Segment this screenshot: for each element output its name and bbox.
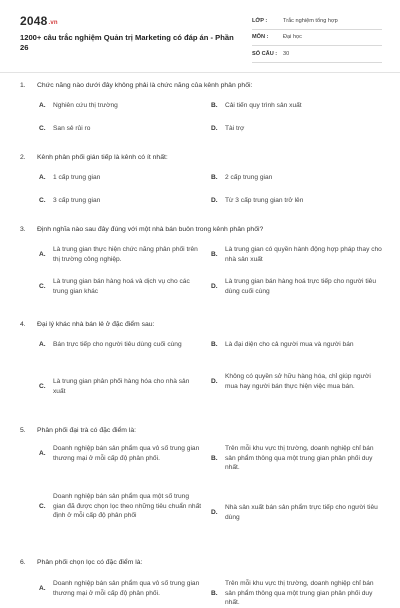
- option-a[interactable]: [39, 444, 203, 463]
- option-text: San sẻ rủi ro: [53, 125, 91, 132]
- question-stem: [20, 225, 382, 234]
- option-letter: A.: [39, 450, 46, 458]
- option-text: Là trung gian bán hàng hoá và dịch vụ cho các trung gian khác: [53, 278, 190, 295]
- question-4: [20, 320, 382, 395]
- meta-key: SỐ CÂU :: [252, 50, 278, 57]
- question-text: Định nghĩa nào sau đây đúng với một nhà bán buôn trong kênh phân phối?: [37, 226, 264, 233]
- question-stem: [20, 81, 382, 90]
- logo-suffix: .vn: [48, 20, 58, 26]
- option-text: Là đại diện cho cả người mua và người bán: [225, 341, 354, 348]
- meta-table: [252, 13, 382, 63]
- question-text: Phân phối chọn lọc có đặc điểm là:: [37, 559, 143, 566]
- meta-row-subject: [252, 30, 382, 47]
- site-logo[interactable]: [20, 14, 58, 28]
- option-letter: B.: [211, 341, 218, 349]
- option-text: Từ 3 cấp trung gian trở lên: [225, 197, 304, 204]
- option-a[interactable]: [39, 101, 199, 111]
- option-text: Doanh nghiệp bán sản phẩm qua một số trung gian đã được chọn lọc theo những tiêu chuẩn nhất định ở mỗi cấp độ phân phối: [53, 493, 202, 520]
- option-text: 2 cấp trung gian: [225, 174, 273, 181]
- option-text: Là trung gian thực hiện chức năng phân phối trên thị trường công nghiệp.: [53, 246, 198, 263]
- question-stem: [20, 558, 382, 567]
- option-letter: A.: [39, 174, 46, 182]
- option-text: Doanh nghiệp bán sản phẩm qua vô số trung gian thương mại ở mỗi cấp độ phân phối.: [53, 445, 200, 462]
- question-text: Đại lý khác nhà bán lẻ ở đặc điểm sau:: [37, 321, 155, 328]
- option-text: Doanh nghiệp bán sản phẩm qua vô số trung gian thương mại ở mỗi cấp độ phân phối.: [53, 580, 200, 597]
- meta-value: Trắc nghiệm tổng hợp: [283, 17, 338, 24]
- meta-value: Đại học: [283, 34, 302, 41]
- option-letter: D.: [211, 125, 218, 133]
- option-text: Là trung gian phân phối hàng hóa cho nhà sản xuất: [53, 378, 190, 395]
- option-letter: D.: [211, 509, 218, 517]
- option-text: Trên mỗi khu vực thị trường, doanh nghiệp chỉ bán sản phẩm thông qua một trung gian phân phối duy nhất.: [225, 445, 374, 472]
- option-c[interactable]: [39, 196, 199, 206]
- question-number: 6.: [20, 559, 26, 566]
- option-letter: C.: [39, 502, 46, 510]
- question-2: [20, 153, 382, 205]
- option-text: Cải tiến quy trình sản xuất: [225, 102, 302, 109]
- option-text: 3 cấp trung gian: [53, 197, 101, 204]
- option-d[interactable]: [211, 372, 382, 391]
- question-number: 5.: [20, 427, 26, 434]
- option-text: Nhà sản xuất bán sản phẩm trực tiếp cho người tiêu dùng: [225, 504, 378, 521]
- option-letter: C.: [39, 383, 46, 391]
- option-b[interactable]: [211, 340, 382, 350]
- option-text: Tài trợ: [225, 125, 245, 132]
- option-a[interactable]: [39, 579, 203, 598]
- meta-value: 30: [283, 50, 290, 57]
- option-b[interactable]: [211, 245, 382, 264]
- question-3: [20, 225, 382, 295]
- option-letter: D.: [211, 197, 218, 205]
- header-divider: [0, 72, 400, 73]
- document-title: 1200+ câu trắc nghiệm Quản trị Marketing có đáp án - Phần 26: [20, 33, 234, 52]
- option-c[interactable]: [39, 492, 203, 521]
- logo-main: 2048: [20, 14, 48, 28]
- option-letter: B.: [211, 102, 218, 110]
- option-d[interactable]: [211, 124, 382, 134]
- option-b[interactable]: [211, 444, 382, 473]
- document-header: [0, 0, 400, 72]
- option-a[interactable]: [39, 245, 203, 264]
- option-b[interactable]: [211, 173, 382, 183]
- option-text: Trên mỗi khu vực thị trường, doanh nghiệp chỉ bán sản phẩm thông qua một trung gian phân phối duy nhất.: [225, 580, 374, 607]
- option-d[interactable]: [211, 196, 382, 206]
- option-d[interactable]: [211, 277, 382, 296]
- question-stem: [20, 320, 382, 329]
- option-c[interactable]: [39, 377, 203, 396]
- meta-row-count: [252, 46, 382, 63]
- option-letter: A.: [39, 341, 46, 349]
- option-c[interactable]: [39, 277, 203, 296]
- option-a[interactable]: [39, 173, 199, 183]
- option-text: Không có quyền sở hữu hàng hóa, chỉ giúp người mua hay người bán thực hiện việc mua bán.: [225, 373, 371, 390]
- option-text: Là trung gian bán hàng hoá trực tiếp cho người tiêu dùng cuối cùng: [225, 278, 376, 295]
- option-letter: B.: [211, 251, 218, 259]
- option-d[interactable]: [211, 503, 382, 522]
- option-letter: C.: [39, 197, 46, 205]
- option-letter: D.: [211, 283, 218, 291]
- option-a[interactable]: [39, 340, 203, 350]
- option-letter: B.: [211, 174, 218, 182]
- option-text: Nghiên cứu thị trường: [53, 102, 118, 109]
- option-letter: C.: [39, 283, 46, 291]
- question-text: Chức năng nào dưới đây không phải là chức năng của kênh phân phối:: [37, 82, 253, 89]
- option-letter: B.: [211, 589, 218, 597]
- option-b[interactable]: [211, 579, 382, 608]
- question-1: [20, 81, 382, 133]
- question-number: 2.: [20, 154, 26, 161]
- question-number: 1.: [20, 82, 26, 89]
- meta-key: LỚP :: [252, 17, 268, 24]
- question-text: Kênh phân phối gián tiếp là kênh có ít nhất:: [37, 154, 168, 161]
- option-text: 1 cấp trung gian: [53, 174, 101, 181]
- question-stem: [20, 426, 382, 435]
- meta-row-class: [252, 13, 382, 30]
- option-text: Bán trực tiếp cho người tiêu dùng cuối cùng: [53, 341, 182, 348]
- option-letter: C.: [39, 125, 46, 133]
- option-letter: A.: [39, 251, 46, 259]
- question-number: 3.: [20, 226, 26, 233]
- question-text: Phân phối đại trà có đặc điểm là:: [37, 427, 136, 434]
- option-letter: D.: [211, 378, 218, 386]
- option-letter: A.: [39, 585, 46, 593]
- option-letter: A.: [39, 102, 46, 110]
- question-5: [20, 426, 382, 521]
- question-6: [20, 558, 382, 607]
- meta-key: MÔN :: [252, 34, 269, 41]
- option-text: Là trung gian có quyền hành động hợp pháp thay cho nhà sản xuất: [225, 246, 382, 263]
- question-stem: [20, 153, 382, 162]
- question-number: 4.: [20, 321, 26, 328]
- option-b[interactable]: [211, 101, 382, 111]
- option-letter: B.: [211, 454, 218, 462]
- option-c[interactable]: [39, 124, 199, 134]
